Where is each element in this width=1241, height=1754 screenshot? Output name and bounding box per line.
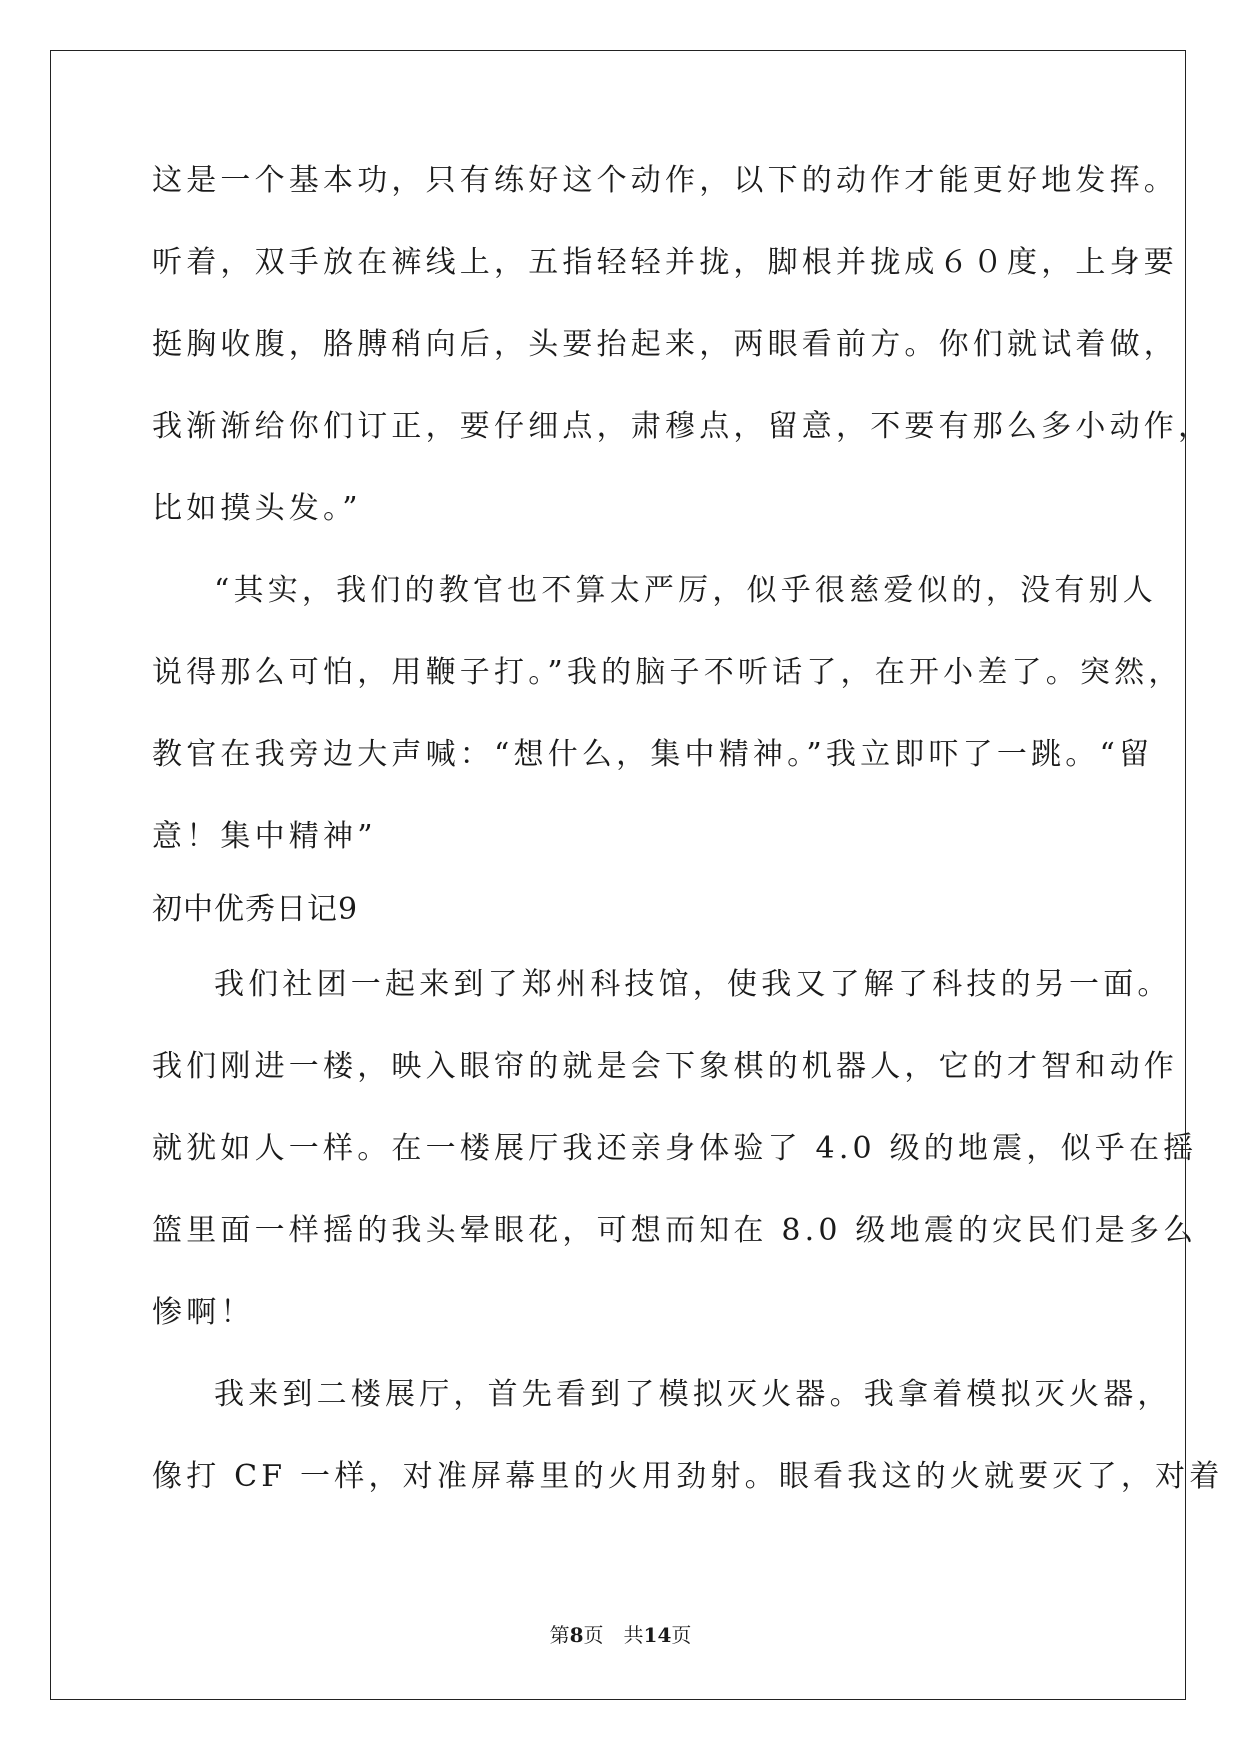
paragraph-start-line: “其实，我们的教官也不算太严厉，似乎很慈爱似的，没有别人: [214, 573, 1157, 608]
text-line: 就犹如人一样。在一楼展厅我还亲身体验了 4.0 级的地震，似乎在摇: [152, 1131, 1198, 1166]
text-line: 挺胸收腹，胳膊稍向后，头要抬起来，两眼看前方。你们就试着做，: [152, 327, 1178, 362]
text-line: 我渐渐给你们订正，要仔细点，肃穆点，留意，不要有那么多小动作，: [152, 409, 1213, 444]
text-line: 比如摸头发。”: [152, 491, 362, 526]
paragraph-start-line: 我们社团一起来到了郑州科技馆，使我又了解了科技的另一面。: [214, 967, 1172, 1002]
footer-mid: 页 共: [583, 1623, 644, 1647]
footer-prefix: 第: [549, 1623, 570, 1647]
text-line: 我们刚进一楼，映入眼帘的就是会下象棋的机器人，它的才智和动作: [152, 1049, 1178, 1084]
text-line: 教官在我旁边大声喊：“想什么，集中精神。”我立即吓了一跳。“留: [152, 737, 1154, 772]
text-line: 这是一个基本功，只有练好这个动作，以下的动作才能更好地发挥。: [152, 163, 1178, 198]
text-line: 说得那么可怕，用鞭子打。”我的脑子不听话了，在开小差了。突然，: [152, 655, 1183, 690]
document-body: [152, 160, 1224, 1538]
paragraph-start-line: 我来到二楼展厅，首先看到了模拟灭火器。我拿着模拟灭火器，: [214, 1377, 1172, 1412]
footer-suffix: 页: [671, 1623, 692, 1647]
text-line: 惨啊！: [152, 1295, 255, 1330]
text-line: 听着，双手放在裤线上，五指轻轻并拢，脚根并拢成６０度，上身要: [152, 245, 1178, 280]
text-line: 像打 CF 一样，对准屏幕里的火用劲射。眼看我这的火就要灭了，对着: [152, 1459, 1224, 1494]
footer-page-number: 8: [569, 1623, 584, 1647]
text-line: 篮里面一样摇的我头晕眼花，可想而知在 8.0 级地震的灾民们是多么: [152, 1213, 1198, 1248]
page-footer: [0, 1619, 1241, 1648]
section-heading: 初中优秀日记9: [152, 892, 359, 927]
footer-total-pages: 14: [643, 1623, 672, 1647]
text-line: 意！集中精神”: [152, 819, 377, 854]
